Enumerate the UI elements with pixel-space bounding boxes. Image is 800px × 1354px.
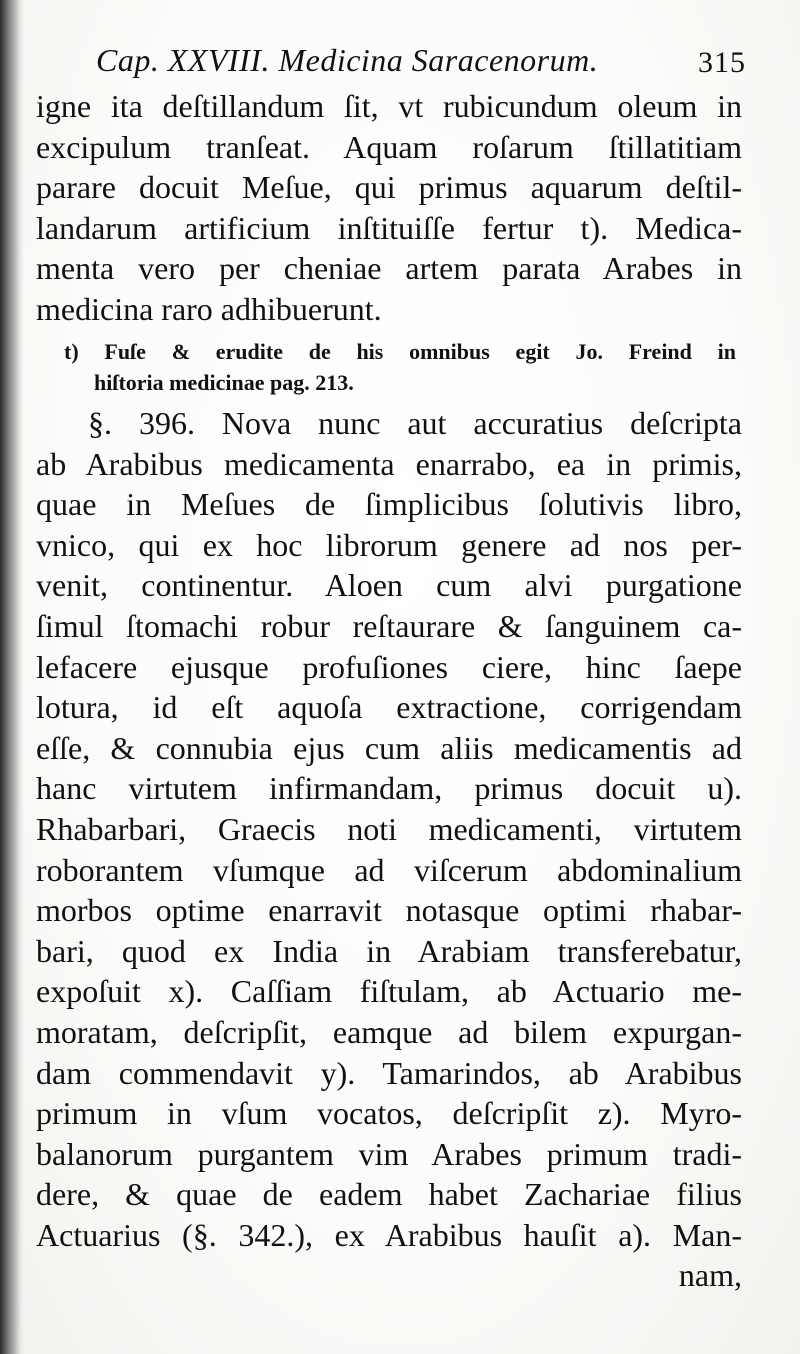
text-line: moratam, deſcripſit, eamque ad bilem expurgan- (36, 1013, 742, 1050)
footnote-line: hiſtoria medicinae pag. 213. (94, 370, 354, 395)
text-line: lotura, id eſt aquoſa extractione, corrigendam (36, 689, 742, 726)
text-line: menta vero per cheniae artem parata Arabes in (36, 250, 742, 287)
text-line: expoſuit x). Caſſiam fiſtulam, ab Actuario me- (36, 973, 742, 1010)
text-line: Actuarius (§. 342.), ex Arabibus hauſit a). Man- (36, 1216, 742, 1253)
text-line: bari, quod ex India in Arabiam transferebatur, (36, 932, 742, 969)
text-line: parare docuit Meſue, qui primus aquarum deſtil- (36, 169, 742, 206)
page-gutter-shadow (0, 0, 24, 1354)
text-line: dam commendavit y). Tamarindos, ab Arabibus (36, 1054, 742, 1091)
text-line: eſſe, & connubia ejus cum aliis medicamentis ad (36, 729, 742, 766)
text-line: quae in Meſues de ſimplicibus ſolutivis libro, (36, 486, 742, 523)
section-heading-line: §. 396. Nova nunc aut accuratius deſcripta (88, 405, 742, 441)
text-line: balanorum purgantem vim Arabes primum tradi- (36, 1135, 742, 1172)
text-line: hanc virtutem infirmandam, primus docuit u). (36, 770, 742, 807)
page-number: 315 (698, 46, 746, 79)
text-line: ſimul ſtomachi robur reſtaurare & ſanguinem ca- (36, 607, 742, 644)
running-head: Cap. XXVIII. Medicina Saracenorum. (96, 42, 599, 78)
text-line: lefacere ejusque profuſiones ciere, hinc ſaepe (36, 648, 742, 685)
catchword: nam, (678, 1257, 742, 1294)
text-line: venit, continentur. Aloen cum alvi purgatione (36, 567, 742, 604)
text-line: roborantem vſumque ad viſcerum abdominalium (36, 851, 742, 888)
text-line: igne ita deſtillandum ſit, vt rubicundum oleum in (36, 88, 742, 124)
footnote-line: t) Fuſe & erudite de his omnibus egit Jo. Freind in (64, 339, 736, 364)
text-line: medicina raro adhibuerunt. (36, 290, 382, 327)
text-line: vnico, qui ex hoc librorum genere ad nos per- (36, 526, 742, 563)
text-line: landarum artificium inſtituiſſe fertur t). Medica- (36, 209, 742, 246)
paragraph-1 (36, 86, 742, 330)
text-line: morbos optime enarravit notasque optimi rhabar- (36, 892, 742, 929)
text-line: dere, & quae de eadem habet Zachariae filius (36, 1176, 742, 1213)
page-header (96, 36, 746, 86)
text-line: ab Arabibus medicamenta enarrabo, ea in primis, (36, 445, 742, 482)
footnote (64, 336, 736, 398)
text-line: excipulum tranſeat. Aquam roſarum ſtillatitiam (36, 128, 742, 165)
text-line: Rhabarbari, Graecis noti medicamenti, virtutem (36, 810, 742, 847)
paragraph-2 (36, 403, 742, 1296)
text-line: primum in vſum vocatos, deſcripſit z). Myro- (36, 1095, 742, 1132)
